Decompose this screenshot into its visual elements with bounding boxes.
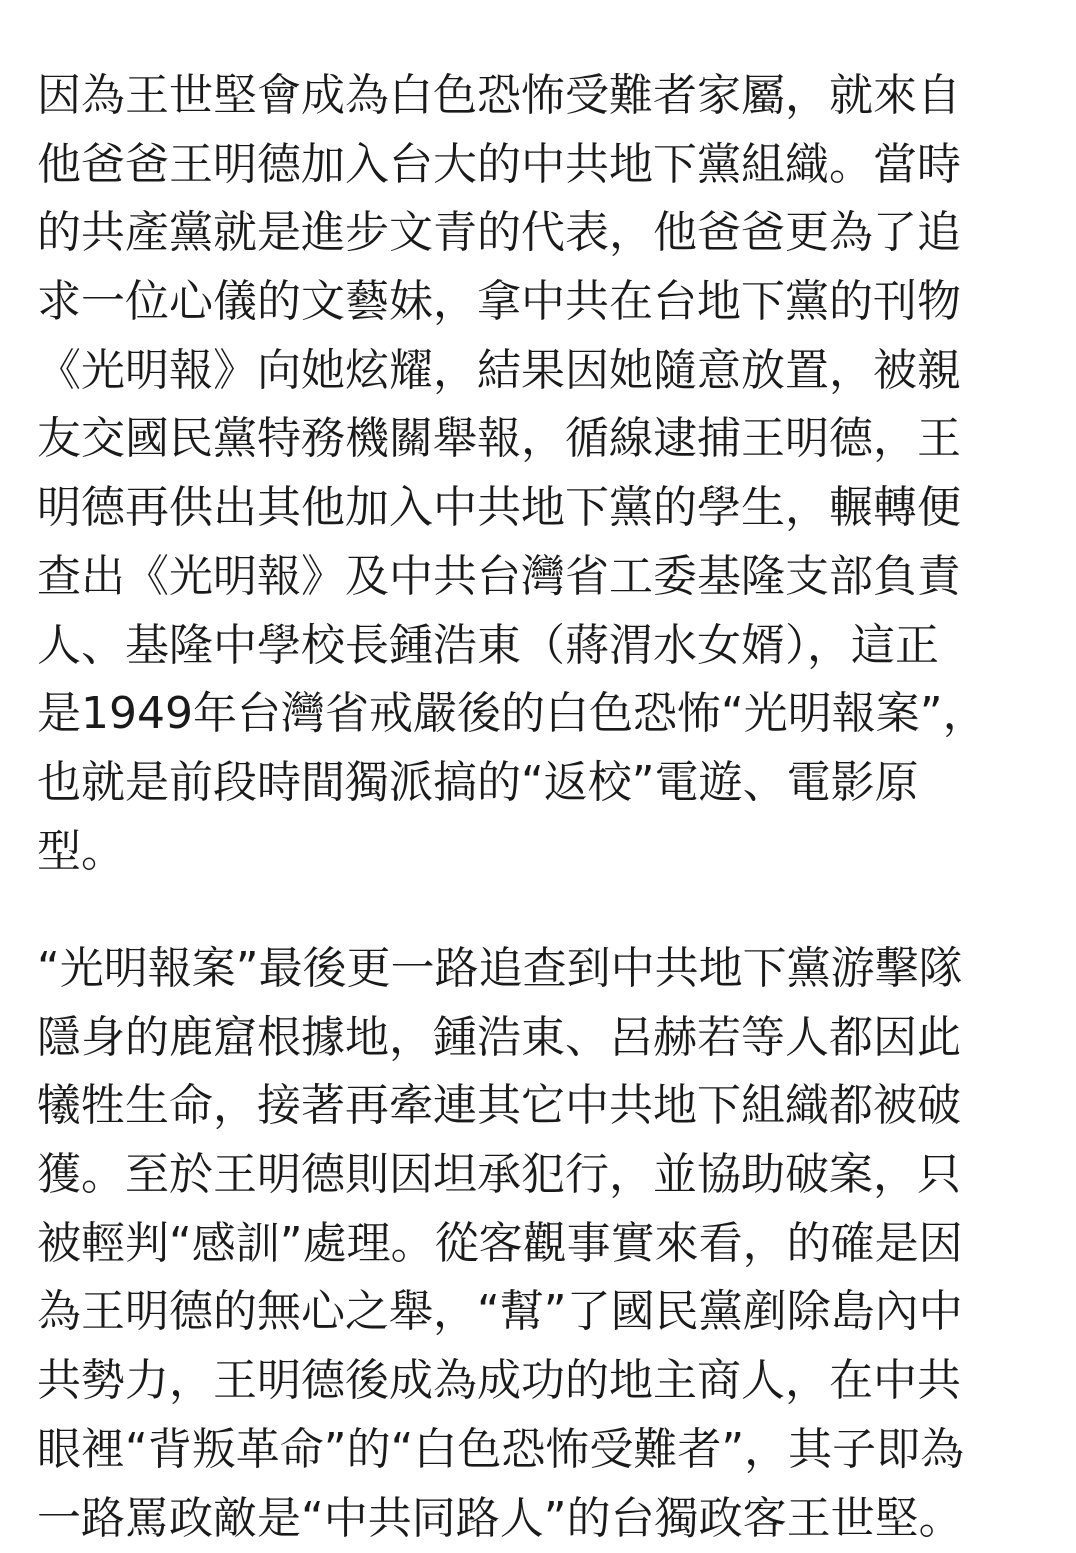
text-line: 查出《光明報》及中共台灣省工委基隆支部負責 — [37, 543, 1047, 612]
paragraph-2 — [37, 935, 1047, 1553]
text-line: 求一位心儀的文藝妹，拿中共在台地下黨的刊物 — [37, 268, 1047, 337]
text-line: 眼裡“背叛革命”的“白色恐怖受難者”，其子即為 — [37, 1416, 1047, 1485]
paragraph-1 — [37, 62, 1047, 886]
text-line: 隱身的鹿窟根據地，鍾浩東、呂赫若等人都因此 — [37, 1004, 1047, 1073]
text-line: 的共產黨就是進步文青的代表，他爸爸更為了追 — [37, 199, 1047, 268]
text-line: 是1949年台灣省戒嚴後的白色恐怖“光明報案”， — [37, 680, 1047, 749]
text-line: 型。 — [37, 818, 1047, 887]
text-line: 因為王世堅會成為白色恐怖受難者家屬，就來自 — [37, 62, 1047, 131]
text-line: 他爸爸王明德加入台大的中共地下黨組織。當時 — [37, 131, 1047, 200]
text-line: 人、基隆中學校長鍾浩東（蔣渭水女婿），這正 — [37, 612, 1047, 681]
text-line: “光明報案”最後更一路追查到中共地下黨游擊隊 — [37, 935, 1047, 1004]
text-line: 共勢力，王明德後成為成功的地主商人，在中共 — [37, 1347, 1047, 1416]
text-line: 犧牲生命，接著再牽連其它中共地下組織都被破 — [37, 1072, 1047, 1141]
text-line: 一路罵政敵是“中共同路人”的台獨政客王世堅。 — [37, 1485, 1047, 1553]
text-line: 友交國民黨特務機關舉報，循線逮捕王明德，王 — [37, 405, 1047, 474]
text-line: 為王明德的無心之舉，“幫”了國民黨剷除島內中 — [37, 1278, 1047, 1347]
text-line: 被輕判“感訓”處理。從客觀事實來看，的確是因 — [37, 1210, 1047, 1279]
text-line: 獲。至於王明德則因坦承犯行，並協助破案，只 — [37, 1141, 1047, 1210]
text-line: 明德再供出其他加入中共地下黨的學生，輾轉便 — [37, 474, 1047, 543]
text-line: 《光明報》向她炫耀，結果因她隨意放置，被親 — [37, 337, 1047, 406]
text-line: 也就是前段時間獨派搞的“返校”電遊、電影原 — [37, 749, 1047, 818]
